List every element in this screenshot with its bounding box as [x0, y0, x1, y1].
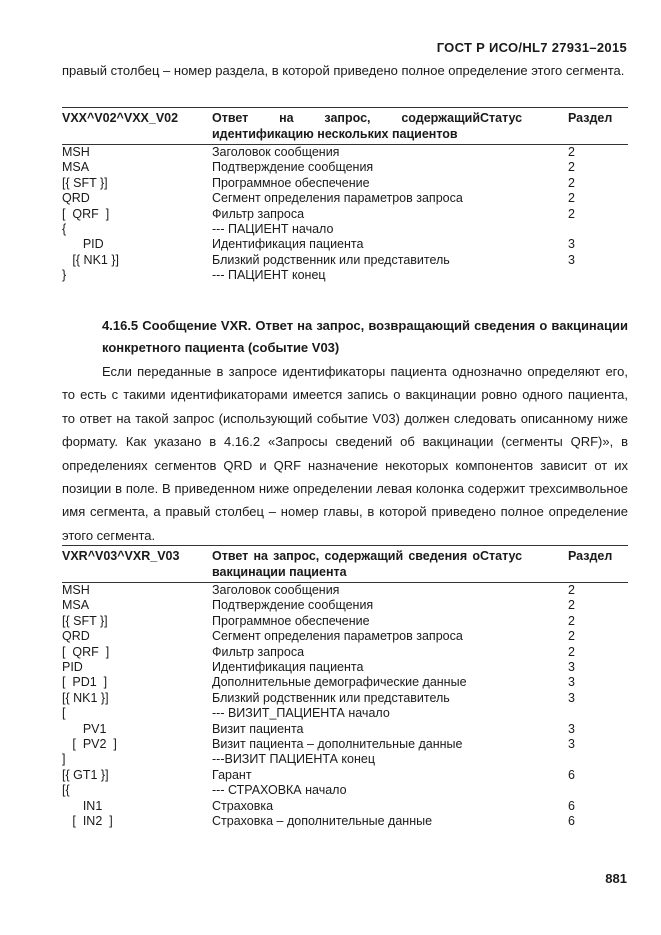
- segment-status: [480, 160, 568, 175]
- table-row: [62, 752, 628, 767]
- table-row: [62, 145, 628, 160]
- segment-code: }: [62, 268, 67, 283]
- segment-status: [480, 768, 568, 783]
- table-row: [62, 268, 628, 283]
- segment-description: Идентификация пациента: [212, 660, 364, 675]
- segment-description: --- СТРАХОВКА начало: [212, 783, 347, 798]
- segment-status: [480, 629, 568, 644]
- segment-status: [480, 783, 568, 798]
- segment-description: --- ПАЦИЕНТ начало: [212, 222, 334, 237]
- segment-code: {: [62, 222, 67, 237]
- section-title: 4.16.5 Сообщение VXR. Ответ на запрос, возвращающий сведения о вакцинации конкретного пациента (событие V03): [102, 318, 628, 355]
- header-status: Статус: [480, 111, 523, 125]
- table-row: [62, 629, 628, 644]
- segment-description: Близкий родственник или представитель: [212, 690, 450, 705]
- segment-code: [{ NK1 }]: [62, 252, 119, 267]
- segment-table-vxr: [62, 545, 628, 830]
- segment-status: [480, 675, 568, 690]
- table-row: [62, 207, 628, 222]
- segment-status: [480, 583, 568, 598]
- header-message: VXR^V03^VXR_V03: [62, 549, 180, 563]
- body-paragraph: Если переданные в запросе идентификаторы пациента однозначно определяют его, то есть с такими идентификаторами имеется запись о вакцинации ровно одного пациента, то ответ на такой запрос (использующий событие V03) должен следовать описанному ниже формату. Как указано в 4.16.2 «Запросы сведений об вакцинации (сегменты QRF)», в определениях сегментов QRD и QRF назначение некоторых компонентов зависит от их позиции в поле. В приведенном ниже определении левая колонка содержит трехсимвольное имя сегмента, а правый столбец – номер главы, в которой приведено полное определение этого сегмента.: [62, 364, 628, 543]
- segment-section: 3: [568, 737, 575, 752]
- segment-description: Страховка – дополнительные данные: [212, 814, 433, 829]
- segment-status: [480, 722, 568, 737]
- segment-code: [ QRF ]: [62, 644, 110, 659]
- segment-description: Гарант: [212, 767, 252, 782]
- segment-status: [480, 645, 568, 660]
- table-row: [62, 768, 628, 783]
- segment-section: 2: [568, 598, 575, 613]
- segment-status: [480, 706, 568, 721]
- header-section: Раздел: [568, 549, 613, 563]
- table-row: [62, 660, 628, 675]
- segment-description: Фильтр запроса: [212, 644, 305, 659]
- segment-status: [480, 145, 568, 160]
- segment-code: [: [62, 706, 66, 721]
- segment-code: ]: [62, 752, 66, 767]
- segment-section: 3: [568, 660, 575, 675]
- segment-section: [568, 752, 628, 767]
- table-row: [62, 737, 628, 752]
- table-row: [62, 222, 628, 237]
- segment-description: Подтверждение сообщения: [212, 598, 374, 613]
- document-header: ГОСТ Р ИСО/HL7 27931–2015: [436, 40, 627, 55]
- segment-code: IN1: [62, 798, 103, 813]
- segment-status: [480, 253, 568, 268]
- segment-status: [480, 814, 568, 829]
- segment-status: [480, 598, 568, 613]
- segment-section: 6: [568, 767, 575, 782]
- segment-section: 2: [568, 191, 575, 206]
- segment-section: 2: [568, 644, 575, 659]
- table-body: [62, 145, 628, 284]
- segment-code: QRD: [62, 629, 90, 644]
- segment-description: Идентификация пациента: [212, 237, 364, 252]
- segment-status: [480, 207, 568, 222]
- segment-section: 3: [568, 237, 575, 252]
- segment-description: Подтверждение сообщения: [212, 160, 374, 175]
- segment-status: [480, 237, 568, 252]
- table-row: [62, 176, 628, 191]
- segment-section: 3: [568, 721, 575, 736]
- segment-section: 2: [568, 175, 575, 190]
- segment-status: [480, 691, 568, 706]
- segment-code: PID: [62, 237, 104, 252]
- segment-description: Заголовок сообщения: [212, 583, 340, 597]
- header-status: Статус: [480, 549, 523, 563]
- table-row: [62, 253, 628, 268]
- segment-code: QRD: [62, 191, 90, 206]
- table-row: [62, 160, 628, 175]
- table-row: [62, 783, 628, 798]
- table-row: [62, 598, 628, 613]
- segment-section: 2: [568, 613, 575, 628]
- segment-code: [{ GT1 }]: [62, 767, 109, 782]
- page-number: 881: [605, 871, 627, 886]
- segment-code: MSH: [62, 145, 90, 159]
- segment-description: Программное обеспечение: [212, 613, 370, 628]
- segment-code: [{ SFT }]: [62, 613, 108, 628]
- segment-section: 2: [568, 160, 575, 175]
- segment-code: [{: [62, 783, 70, 798]
- segment-code: [{ SFT }]: [62, 175, 108, 190]
- table-row: [62, 814, 628, 829]
- table-row: [62, 614, 628, 629]
- header-section: Раздел: [568, 111, 613, 125]
- header-description: Ответ на запрос, содержащий сведения о вакцинации пациента: [212, 549, 480, 579]
- segment-code: [ PD1 ]: [62, 675, 108, 690]
- header-message: VXX^V02^VXX_V02: [62, 111, 179, 125]
- segment-description: Дополнительные демографические данные: [212, 675, 467, 690]
- segment-description: Близкий родственник или представитель: [212, 252, 450, 267]
- segment-description: Страховка: [212, 798, 274, 813]
- segment-description: --- ВИЗИТ_ПАЦИЕНТА начало: [212, 706, 390, 721]
- segment-section: 3: [568, 252, 575, 267]
- segment-code: PID: [62, 660, 83, 675]
- segment-section: [568, 783, 628, 798]
- table-row: [62, 799, 628, 814]
- segment-table-vxx: [62, 107, 628, 284]
- table-row: [62, 722, 628, 737]
- table-row: [62, 706, 628, 721]
- segment-section: [568, 222, 628, 237]
- segment-status: [480, 176, 568, 191]
- segment-code: [ IN2 ]: [62, 814, 113, 829]
- segment-section: [568, 706, 628, 721]
- segment-status: [480, 222, 568, 237]
- table-row: [62, 675, 628, 690]
- segment-section: 2: [568, 583, 575, 597]
- segment-description: Визит пациента: [212, 721, 304, 736]
- segment-description: ---ВИЗИТ ПАЦИЕНТА конец: [212, 752, 375, 767]
- segment-status: [480, 737, 568, 752]
- segment-status: [480, 191, 568, 206]
- table-row: [62, 237, 628, 252]
- segment-section: 2: [568, 206, 575, 221]
- segment-status: [480, 799, 568, 814]
- segment-code: [ PV2 ]: [62, 737, 117, 752]
- segment-section: 3: [568, 690, 575, 705]
- table-row: [62, 645, 628, 660]
- segment-code: MSA: [62, 598, 90, 613]
- segment-code: [{ NK1 }]: [62, 690, 109, 705]
- segment-code: [ QRF ]: [62, 206, 110, 221]
- segment-description: --- ПАЦИЕНТ конец: [212, 268, 326, 283]
- segment-status: [480, 660, 568, 675]
- segment-code: MSA: [62, 160, 90, 175]
- segment-description: Сегмент определения параметров запроса: [212, 191, 463, 206]
- segment-section: 2: [568, 629, 575, 644]
- segment-code: PV1: [62, 721, 107, 736]
- segment-description: Визит пациента – дополнительные данные: [212, 737, 463, 752]
- segment-description: Заголовок сообщения: [212, 145, 340, 159]
- segment-description: Фильтр запроса: [212, 206, 305, 221]
- segment-description: Программное обеспечение: [212, 175, 370, 190]
- segment-status: [480, 752, 568, 767]
- segment-section: 6: [568, 814, 575, 829]
- segment-description: Сегмент определения параметров запроса: [212, 629, 463, 644]
- segment-code: MSH: [62, 583, 90, 597]
- segment-status: [480, 268, 568, 283]
- segment-section: 6: [568, 798, 575, 813]
- header-description: Ответ на запрос, содержащий идентификацию нескольких пациентов: [212, 111, 480, 141]
- segment-section: 3: [568, 675, 575, 690]
- table-row: [62, 583, 628, 598]
- segment-section: 2: [568, 145, 575, 159]
- table-row: [62, 691, 628, 706]
- table-header: [62, 107, 628, 145]
- table-row: [62, 191, 628, 206]
- segment-section: [568, 268, 628, 283]
- table-body: [62, 583, 628, 830]
- segment-status: [480, 614, 568, 629]
- table-header: [62, 545, 628, 583]
- intro-text: правый столбец – номер раздела, в которой приведено полное определение этого сегмента.: [62, 63, 625, 78]
